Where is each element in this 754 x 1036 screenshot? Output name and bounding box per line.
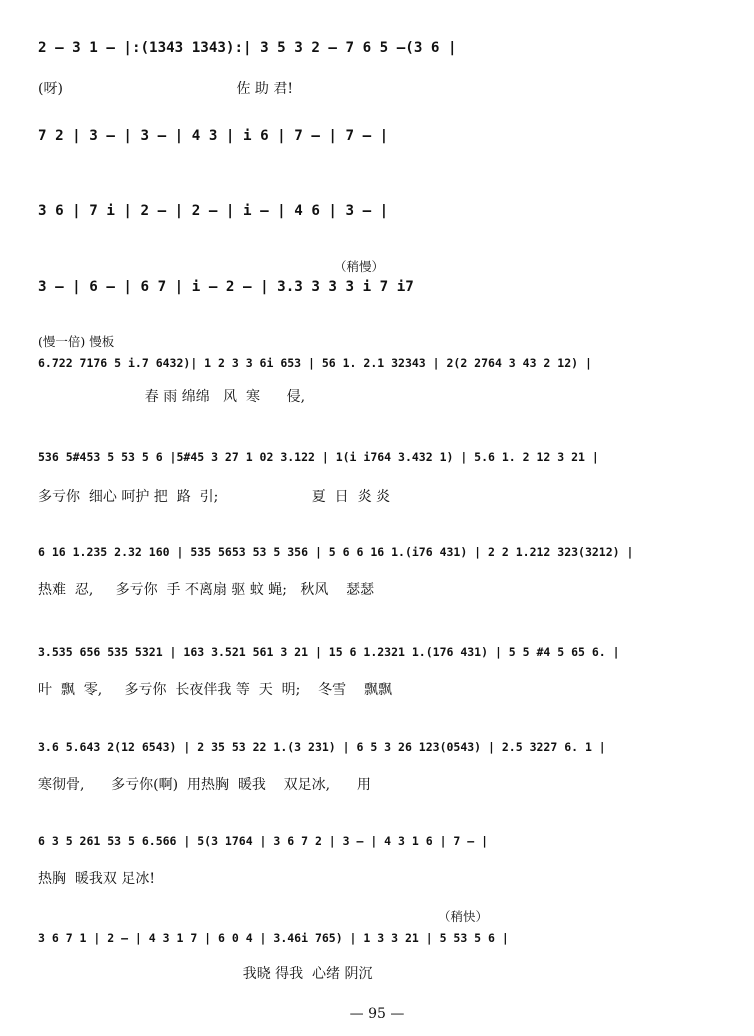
- lyrics-line-1: (呀) 佐 助 君!: [38, 81, 294, 97]
- lyrics-line-10: 热胸 暖我双 足冰!: [38, 871, 155, 887]
- notation-line-1: 2 – 3 1 – |:(1343 1343):| 3 5 3 2 – 7 6 5 –(3 6 |: [38, 40, 457, 56]
- notation-line-5: 6.722 7176 5 i.7 6432)| 1 2 3 3 6i 653 | 56 1. 2.1 32343 | 2(2 2764 3 43 2 12) |: [38, 356, 592, 370]
- notation-line-11: 3 6 7 1 | 2 – | 4 3 1 7 | 6 0 4 | 3.46i 765) | 1 3 3 21 | 5 53 5 6 |: [38, 931, 509, 945]
- notation-line-4: 3 – | 6 – | 6 7 | i – 2 – | 3.3 3 3 3 i 7 i7: [38, 279, 414, 295]
- lyrics-line-6: 多亏你 细心 呵护 把 路 引; 夏 日 炎 炎: [38, 489, 391, 505]
- lyrics-line-5: 春 雨 绵绵 风 寒 侵,: [38, 389, 306, 405]
- notation-line-9: 3.6 5.643 2(12 6543) | 2 35 53 22 1.(3 231) | 6 5 3 26 123(0543) | 2.5 3227 6. 1 |: [38, 740, 606, 754]
- page-number: — 95 —: [349, 1006, 405, 1022]
- notation-line-8: 3.535 656 535 5321 | 163 3.521 561 3 21 | 15 6 1.2321 1.(176 431) | 5 5 #4 5 65 6. |: [38, 645, 620, 659]
- lyrics-line-11: 我晓 得我 心绪 阴沉: [38, 966, 373, 982]
- notation-line-10: 6 3 5 261 53 5 6.566 | 5(3 1764 | 3 6 7 2 | 3 – | 4 3 1 6 | 7 – |: [38, 834, 489, 848]
- lyrics-line-7: 热难 忍, 多亏你 手 不离扇 驱 蚊 蝇; 秋风 瑟瑟: [38, 582, 375, 598]
- notation-line-3: 3 6 | 7 i | 2 – | 2 – | i – | 4 6 | 3 – |: [38, 203, 389, 219]
- notation-line-7: 6 16 1.235 2.32 160 | 535 5653 53 5 356 | 5 6 6 16 1.(i76 431) | 2 2 1.212 323(3212) |: [38, 545, 634, 559]
- lyrics-line-8: 叶 飘 零, 多亏你 长夜伴我 等 天 明; 冬雪 飘飘: [38, 682, 392, 698]
- tempo-marking: （稍慢）: [334, 259, 385, 274]
- notation-line-6: 536 5#453 5 53 5 6 |5#45 3 27 1 02 3.122 | 1(i i764 3.432 1) | 5.6 1. 2 12 3 21 |: [38, 450, 599, 464]
- tempo-marking: （稍快）: [438, 909, 489, 924]
- notation-line-2: 7 2 | 3 – | 3 – | 4 3 | i 6 | 7 – | 7 – |: [38, 128, 389, 144]
- tempo-marking: (慢一倍) 慢板: [38, 334, 115, 349]
- lyrics-line-9: 寒彻骨, 多亏你(啊) 用热胸 暖我 双足冰, 用: [38, 777, 371, 793]
